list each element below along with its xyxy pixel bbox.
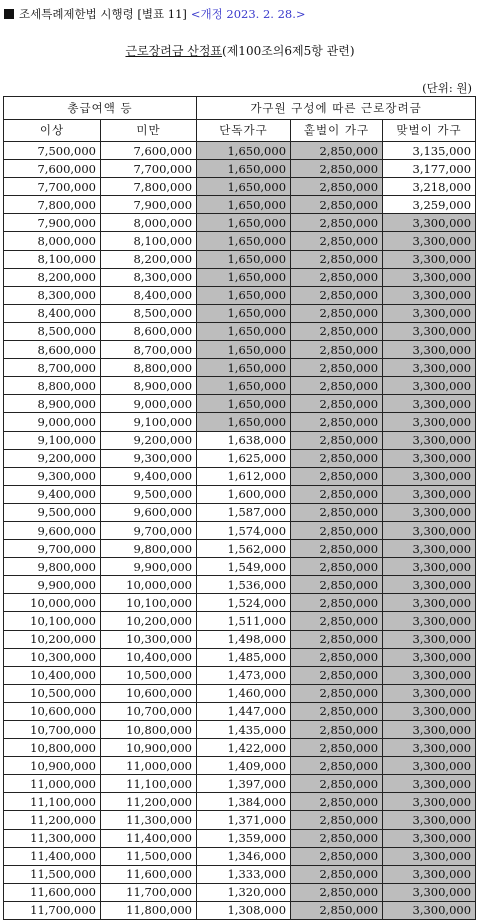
cell-to: 11,100,000: [101, 775, 197, 793]
table-row: [4, 359, 476, 377]
cell-single-earner: 2,850,000: [291, 268, 383, 286]
cell-from: 8,800,000: [4, 377, 101, 395]
cell-single-earner: 2,850,000: [291, 739, 383, 757]
cell-from: 10,500,000: [4, 684, 101, 702]
cell-single: 1,587,000: [197, 503, 291, 521]
cell-single: 1,549,000: [197, 558, 291, 576]
cell-dual-earner: 3,300,000: [383, 250, 476, 268]
cell-single: 1,384,000: [197, 793, 291, 811]
cell-from: 10,200,000: [4, 630, 101, 648]
cell-dual-earner: 3,300,000: [383, 431, 476, 449]
header-to: 미만: [101, 119, 197, 142]
table-title: [0, 42, 480, 59]
cell-dual-earner: 3,300,000: [383, 521, 476, 539]
cell-from: 9,700,000: [4, 540, 101, 558]
cell-single-earner: 2,850,000: [291, 322, 383, 340]
cell-from: 11,100,000: [4, 793, 101, 811]
cell-single-earner: 2,850,000: [291, 775, 383, 793]
cell-from: 11,500,000: [4, 865, 101, 883]
cell-single-earner: 2,850,000: [291, 865, 383, 883]
cell-to: 8,800,000: [101, 359, 197, 377]
cell-single: 1,435,000: [197, 721, 291, 739]
table-row: [4, 142, 476, 160]
cell-single: 1,650,000: [197, 413, 291, 431]
cell-single-earner: 2,850,000: [291, 413, 383, 431]
cell-single: 1,638,000: [197, 431, 291, 449]
cell-to: 11,000,000: [101, 757, 197, 775]
cell-from: 10,900,000: [4, 757, 101, 775]
cell-dual-earner: 3,300,000: [383, 775, 476, 793]
cell-from: 8,000,000: [4, 232, 101, 250]
cell-from: 9,500,000: [4, 503, 101, 521]
cell-single: 1,574,000: [197, 521, 291, 539]
cell-from: 7,700,000: [4, 178, 101, 196]
cell-dual-earner: 3,300,000: [383, 739, 476, 757]
table-row: [4, 449, 476, 467]
cell-from: 9,400,000: [4, 485, 101, 503]
table-row: [4, 883, 476, 901]
cell-to: 10,500,000: [101, 666, 197, 684]
cell-single: 1,511,000: [197, 612, 291, 630]
cell-single: 1,397,000: [197, 775, 291, 793]
cell-single: 1,625,000: [197, 449, 291, 467]
cell-from: 9,100,000: [4, 431, 101, 449]
cell-single-earner: 2,850,000: [291, 594, 383, 612]
cell-dual-earner: 3,300,000: [383, 793, 476, 811]
header-family-group: 가구원 구성에 따른 근로장려금: [197, 97, 476, 120]
table-row: [4, 757, 476, 775]
cell-dual-earner: 3,300,000: [383, 304, 476, 322]
table-row: [4, 503, 476, 521]
cell-to: 8,300,000: [101, 268, 197, 286]
cell-single: 1,650,000: [197, 142, 291, 160]
cell-to: 8,900,000: [101, 377, 197, 395]
table-title-ref: (제100조의6제5항 관련): [222, 44, 355, 58]
cell-single-earner: 2,850,000: [291, 684, 383, 702]
cell-single-earner: 2,850,000: [291, 630, 383, 648]
cell-dual-earner: 3,300,000: [383, 395, 476, 413]
cell-single: 1,346,000: [197, 847, 291, 865]
cell-single-earner: 2,850,000: [291, 250, 383, 268]
cell-single-earner: 2,850,000: [291, 485, 383, 503]
cell-single-earner: 2,850,000: [291, 702, 383, 720]
cell-single: 1,650,000: [197, 250, 291, 268]
cell-single: 1,485,000: [197, 648, 291, 666]
cell-single-earner: 2,850,000: [291, 540, 383, 558]
cell-single: 1,650,000: [197, 322, 291, 340]
cell-from: 11,700,000: [4, 901, 101, 919]
table-row: [4, 702, 476, 720]
cell-from: 8,300,000: [4, 286, 101, 304]
cell-to: 8,200,000: [101, 250, 197, 268]
cell-single: 1,650,000: [197, 341, 291, 359]
cell-dual-earner: 3,300,000: [383, 811, 476, 829]
cell-from: 11,200,000: [4, 811, 101, 829]
table-row: [4, 268, 476, 286]
cell-to: 10,900,000: [101, 739, 197, 757]
cell-single-earner: 2,850,000: [291, 178, 383, 196]
cell-to: 9,500,000: [101, 485, 197, 503]
cell-from: 10,300,000: [4, 648, 101, 666]
table-row: [4, 467, 476, 485]
square-bullet-icon: [4, 9, 14, 19]
cell-to: 11,400,000: [101, 829, 197, 847]
cell-from: 8,900,000: [4, 395, 101, 413]
cell-to: 9,800,000: [101, 540, 197, 558]
cell-dual-earner: 3,300,000: [383, 341, 476, 359]
cell-dual-earner: 3,300,000: [383, 322, 476, 340]
cell-from: 7,900,000: [4, 214, 101, 232]
cell-single: 1,650,000: [197, 214, 291, 232]
cell-to: 8,700,000: [101, 341, 197, 359]
table-row: [4, 413, 476, 431]
cell-single-earner: 2,850,000: [291, 467, 383, 485]
table-row: [4, 232, 476, 250]
cell-from: 8,100,000: [4, 250, 101, 268]
table-row: [4, 160, 476, 178]
cell-single-earner: 2,850,000: [291, 811, 383, 829]
table-row: [4, 648, 476, 666]
cell-dual-earner: 3,300,000: [383, 558, 476, 576]
cell-single: 1,562,000: [197, 540, 291, 558]
cell-to: 11,200,000: [101, 793, 197, 811]
cell-dual-earner: 3,300,000: [383, 847, 476, 865]
cell-single: 1,650,000: [197, 395, 291, 413]
cell-to: 7,600,000: [101, 142, 197, 160]
cell-single: 1,600,000: [197, 485, 291, 503]
cell-from: 11,300,000: [4, 829, 101, 847]
cell-dual-earner: 3,300,000: [383, 865, 476, 883]
cell-single-earner: 2,850,000: [291, 196, 383, 214]
cell-to: 7,800,000: [101, 178, 197, 196]
cell-to: 11,500,000: [101, 847, 197, 865]
cell-single-earner: 2,850,000: [291, 503, 383, 521]
cell-dual-earner: 3,300,000: [383, 467, 476, 485]
cell-from: 10,600,000: [4, 702, 101, 720]
header-single-earner: 홑벌이 가구: [291, 119, 383, 142]
table-row: [4, 901, 476, 919]
cell-from: 10,100,000: [4, 612, 101, 630]
cell-single-earner: 2,850,000: [291, 558, 383, 576]
table-row: [4, 250, 476, 268]
cell-single-earner: 2,850,000: [291, 232, 383, 250]
cell-from: 8,700,000: [4, 359, 101, 377]
cell-dual-earner: 3,135,000: [383, 142, 476, 160]
cell-from: 8,500,000: [4, 322, 101, 340]
cell-from: 10,700,000: [4, 721, 101, 739]
cell-from: 8,600,000: [4, 341, 101, 359]
cell-from: 11,000,000: [4, 775, 101, 793]
cell-dual-earner: 3,300,000: [383, 901, 476, 919]
cell-single-earner: 2,850,000: [291, 160, 383, 178]
cell-single: 1,320,000: [197, 883, 291, 901]
cell-from: 10,400,000: [4, 666, 101, 684]
cell-to: 9,200,000: [101, 431, 197, 449]
cell-dual-earner: 3,300,000: [383, 612, 476, 630]
cell-single-earner: 2,850,000: [291, 648, 383, 666]
table-row: [4, 684, 476, 702]
cell-from: 10,800,000: [4, 739, 101, 757]
cell-to: 10,400,000: [101, 648, 197, 666]
table-row: [4, 612, 476, 630]
cell-single-earner: 2,850,000: [291, 757, 383, 775]
cell-dual-earner: 3,300,000: [383, 286, 476, 304]
cell-single: 1,333,000: [197, 865, 291, 883]
cell-single: 1,650,000: [197, 268, 291, 286]
amendment-date: <개정 2023. 2. 28.>: [190, 7, 306, 21]
cell-dual-earner: 3,300,000: [383, 757, 476, 775]
cell-single: 1,308,000: [197, 901, 291, 919]
cell-to: 9,900,000: [101, 558, 197, 576]
table-row: [4, 196, 476, 214]
cell-single-earner: 2,850,000: [291, 721, 383, 739]
cell-single-earner: 2,850,000: [291, 395, 383, 413]
cell-single-earner: 2,850,000: [291, 214, 383, 232]
table-row: [4, 829, 476, 847]
cell-single: 1,371,000: [197, 811, 291, 829]
cell-dual-earner: 3,300,000: [383, 576, 476, 594]
cell-from: 11,600,000: [4, 883, 101, 901]
header-single: 단독가구: [197, 119, 291, 142]
cell-dual-earner: 3,300,000: [383, 883, 476, 901]
cell-to: 7,700,000: [101, 160, 197, 178]
table-row: [4, 178, 476, 196]
cell-to: 11,600,000: [101, 865, 197, 883]
table-row: [4, 286, 476, 304]
cell-to: 11,700,000: [101, 883, 197, 901]
table-row: [4, 395, 476, 413]
table-row: [4, 847, 476, 865]
cell-from: 7,600,000: [4, 160, 101, 178]
cell-from: 9,000,000: [4, 413, 101, 431]
cell-to: 9,100,000: [101, 413, 197, 431]
cell-to: 11,300,000: [101, 811, 197, 829]
cell-to: 8,600,000: [101, 322, 197, 340]
table-row: [4, 630, 476, 648]
table-row: [4, 775, 476, 793]
cell-single-earner: 2,850,000: [291, 449, 383, 467]
cell-to: 9,300,000: [101, 449, 197, 467]
cell-single-earner: 2,850,000: [291, 304, 383, 322]
table-row: [4, 739, 476, 757]
cell-dual-earner: 3,300,000: [383, 666, 476, 684]
cell-single-earner: 2,850,000: [291, 341, 383, 359]
cell-dual-earner: 3,300,000: [383, 702, 476, 720]
cell-to: 9,000,000: [101, 395, 197, 413]
table-row: [4, 865, 476, 883]
cell-to: 7,900,000: [101, 196, 197, 214]
cell-single: 1,473,000: [197, 666, 291, 684]
table-row: [4, 793, 476, 811]
cell-dual-earner: 3,300,000: [383, 630, 476, 648]
table-row: [4, 431, 476, 449]
cell-dual-earner: 3,300,000: [383, 214, 476, 232]
cell-single: 1,498,000: [197, 630, 291, 648]
cell-to: 10,100,000: [101, 594, 197, 612]
cell-dual-earner: 3,218,000: [383, 178, 476, 196]
table-row: [4, 666, 476, 684]
cell-to: 10,600,000: [101, 684, 197, 702]
cell-to: 8,500,000: [101, 304, 197, 322]
cell-dual-earner: 3,259,000: [383, 196, 476, 214]
table-row: [4, 594, 476, 612]
cell-single: 1,650,000: [197, 377, 291, 395]
cell-from: 11,400,000: [4, 847, 101, 865]
cell-single: 1,650,000: [197, 286, 291, 304]
cell-single-earner: 2,850,000: [291, 883, 383, 901]
cell-from: 9,600,000: [4, 521, 101, 539]
cell-single-earner: 2,850,000: [291, 847, 383, 865]
cell-single: 1,460,000: [197, 684, 291, 702]
cell-from: 10,000,000: [4, 594, 101, 612]
cell-from: 8,200,000: [4, 268, 101, 286]
cell-single: 1,612,000: [197, 467, 291, 485]
cell-dual-earner: 3,300,000: [383, 503, 476, 521]
header-dual-earner: 맞벌이 가구: [383, 119, 476, 142]
cell-dual-earner: 3,300,000: [383, 829, 476, 847]
credit-table: [3, 96, 476, 920]
table-row: [4, 341, 476, 359]
table-body: [4, 142, 476, 920]
cell-to: 9,400,000: [101, 467, 197, 485]
table-row: [4, 811, 476, 829]
cell-to: 8,100,000: [101, 232, 197, 250]
cell-single-earner: 2,850,000: [291, 666, 383, 684]
cell-to: 10,700,000: [101, 702, 197, 720]
cell-from: 9,200,000: [4, 449, 101, 467]
cell-dual-earner: 3,300,000: [383, 485, 476, 503]
cell-single-earner: 2,850,000: [291, 142, 383, 160]
cell-to: 8,400,000: [101, 286, 197, 304]
cell-to: 11,800,000: [101, 901, 197, 919]
cell-single: 1,650,000: [197, 359, 291, 377]
cell-to: 9,600,000: [101, 503, 197, 521]
cell-to: 10,800,000: [101, 721, 197, 739]
cell-single: 1,447,000: [197, 702, 291, 720]
cell-single: 1,409,000: [197, 757, 291, 775]
cell-dual-earner: 3,300,000: [383, 449, 476, 467]
table-row: [4, 377, 476, 395]
cell-single: 1,422,000: [197, 739, 291, 757]
cell-from: 7,500,000: [4, 142, 101, 160]
table-row: [4, 540, 476, 558]
table-row: [4, 304, 476, 322]
cell-dual-earner: 3,300,000: [383, 594, 476, 612]
cell-single: 1,536,000: [197, 576, 291, 594]
cell-dual-earner: 3,300,000: [383, 359, 476, 377]
table-row: [4, 721, 476, 739]
cell-single: 1,650,000: [197, 196, 291, 214]
cell-single-earner: 2,850,000: [291, 431, 383, 449]
cell-from: 7,800,000: [4, 196, 101, 214]
cell-dual-earner: 3,300,000: [383, 721, 476, 739]
cell-from: 9,800,000: [4, 558, 101, 576]
cell-single-earner: 2,850,000: [291, 359, 383, 377]
cell-single: 1,359,000: [197, 829, 291, 847]
cell-dual-earner: 3,300,000: [383, 232, 476, 250]
cell-to: 8,000,000: [101, 214, 197, 232]
cell-single-earner: 2,850,000: [291, 612, 383, 630]
cell-dual-earner: 3,177,000: [383, 160, 476, 178]
cell-single-earner: 2,850,000: [291, 521, 383, 539]
unit-label: (단위: 원): [422, 81, 472, 95]
cell-from: 9,900,000: [4, 576, 101, 594]
cell-single-earner: 2,850,000: [291, 576, 383, 594]
table-row: [4, 485, 476, 503]
cell-single-earner: 2,850,000: [291, 286, 383, 304]
cell-dual-earner: 3,300,000: [383, 684, 476, 702]
cell-dual-earner: 3,300,000: [383, 268, 476, 286]
document-header: [4, 6, 306, 22]
table-row: [4, 576, 476, 594]
table-row: [4, 322, 476, 340]
cell-dual-earner: 3,300,000: [383, 648, 476, 666]
table-row: [4, 521, 476, 539]
cell-to: 9,700,000: [101, 521, 197, 539]
cell-single: 1,524,000: [197, 594, 291, 612]
cell-to: 10,000,000: [101, 576, 197, 594]
table-row: [4, 214, 476, 232]
cell-from: 9,300,000: [4, 467, 101, 485]
cell-to: 10,300,000: [101, 630, 197, 648]
cell-single: 1,650,000: [197, 178, 291, 196]
cell-single-earner: 2,850,000: [291, 901, 383, 919]
cell-single-earner: 2,850,000: [291, 377, 383, 395]
cell-dual-earner: 3,300,000: [383, 540, 476, 558]
header-from: 이상: [4, 119, 101, 142]
cell-from: 8,400,000: [4, 304, 101, 322]
table-title-main: 근로장려금 산정표: [125, 44, 223, 58]
cell-single: 1,650,000: [197, 304, 291, 322]
header-income-group: 총급여액 등: [4, 97, 197, 120]
cell-single-earner: 2,850,000: [291, 829, 383, 847]
cell-single: 1,650,000: [197, 232, 291, 250]
cell-dual-earner: 3,300,000: [383, 413, 476, 431]
table-row: [4, 558, 476, 576]
cell-single: 1,650,000: [197, 160, 291, 178]
cell-single-earner: 2,850,000: [291, 793, 383, 811]
cell-to: 10,200,000: [101, 612, 197, 630]
header-title: 조세특례제한법 시행령 [별표 11]: [19, 7, 187, 21]
cell-dual-earner: 3,300,000: [383, 377, 476, 395]
